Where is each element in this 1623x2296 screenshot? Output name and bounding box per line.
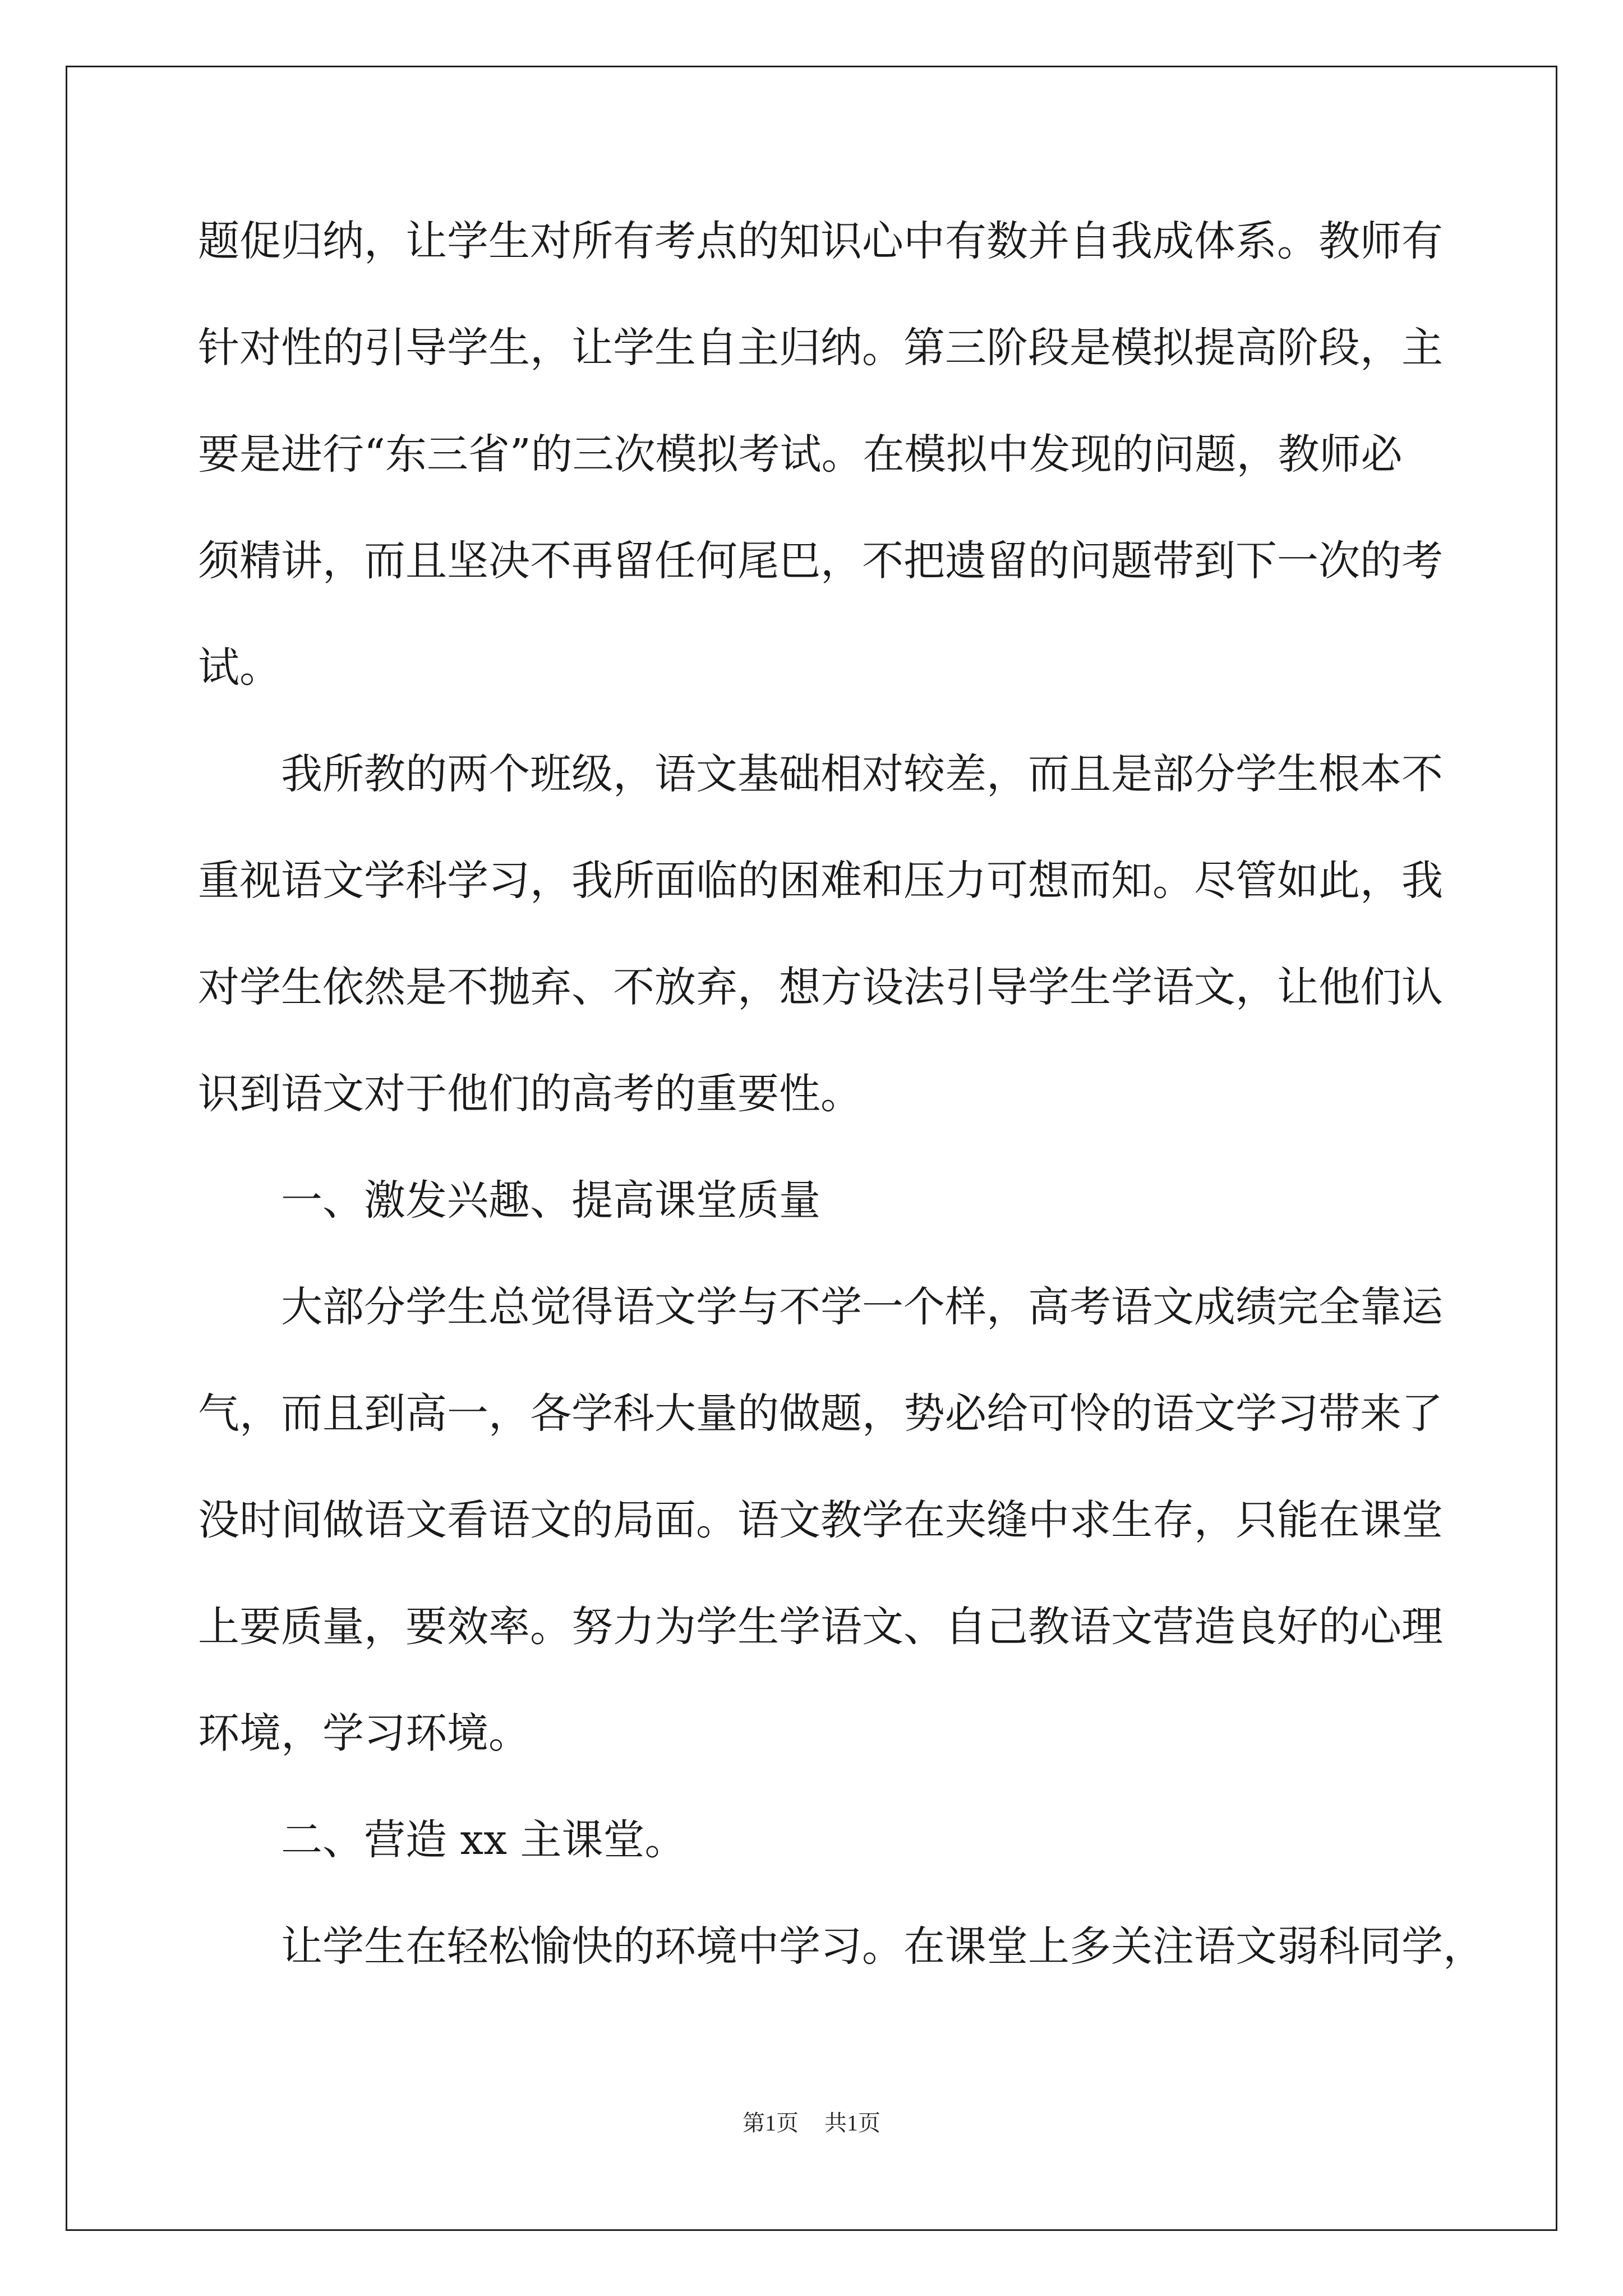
- text-line: 试。: [198, 643, 281, 692]
- text-line: 重视语文学科学习，我所面临的困难和压力可想而知。尽管如此，我: [198, 857, 1443, 905]
- page-number: 第1页: [743, 2110, 799, 2136]
- page-footer: [0, 2106, 1623, 2140]
- text-line: 上要质量，要效率。努力为学生学语文、自己教语文营造良好的心理: [198, 1603, 1443, 1651]
- page-total: 共1页: [824, 2110, 880, 2136]
- paragraph-first-line: 让学生在轻松愉快的环境中学习。在课堂上多关注语文弱科同学，: [281, 1922, 1484, 1971]
- text-line: 题促归纳，让学生对所有考点的知识心中有数并自我成体系。教师有: [198, 217, 1443, 265]
- section-heading-1: 一、激发兴趣、提高课堂质量: [281, 1176, 820, 1225]
- paragraph-first-line: 大部分学生总觉得语文学与不学一个样，高考语文成绩完全靠运: [281, 1283, 1443, 1331]
- text-line: 对学生依然是不抛弃、不放弃，想方设法引导学生学语文，让他们认: [198, 963, 1443, 1011]
- text-line: 环境，学习环境。: [198, 1709, 530, 1757]
- text-line: 要是进行“东三省”的三次模拟考试。在模拟中发现的问题，教师必: [198, 430, 1403, 478]
- text-line: 针对性的引导学生，让学生自主归纳。第三阶段是模拟提高阶段，主: [198, 324, 1443, 372]
- text-line: 识到语文对于他们的高考的重要性。: [198, 1070, 862, 1118]
- section-heading-2: 二、营造 xx 主课堂。: [281, 1816, 686, 1864]
- paragraph-first-line: 我所教的两个班级，语文基础相对较差，而且是部分学生根本不: [281, 750, 1443, 798]
- text-line: 须精讲，而且坚决不再留任何尾巴，不把遗留的问题带到下一次的考: [198, 537, 1443, 585]
- text-line: 没时间做语文看语文的局面。语文教学在夹缝中求生存，只能在课堂: [198, 1496, 1443, 1544]
- text-line: 气，而且到高一，各学科大量的做题，势必给可怜的语文学习带来了: [198, 1389, 1443, 1438]
- page-border: [66, 66, 1557, 2231]
